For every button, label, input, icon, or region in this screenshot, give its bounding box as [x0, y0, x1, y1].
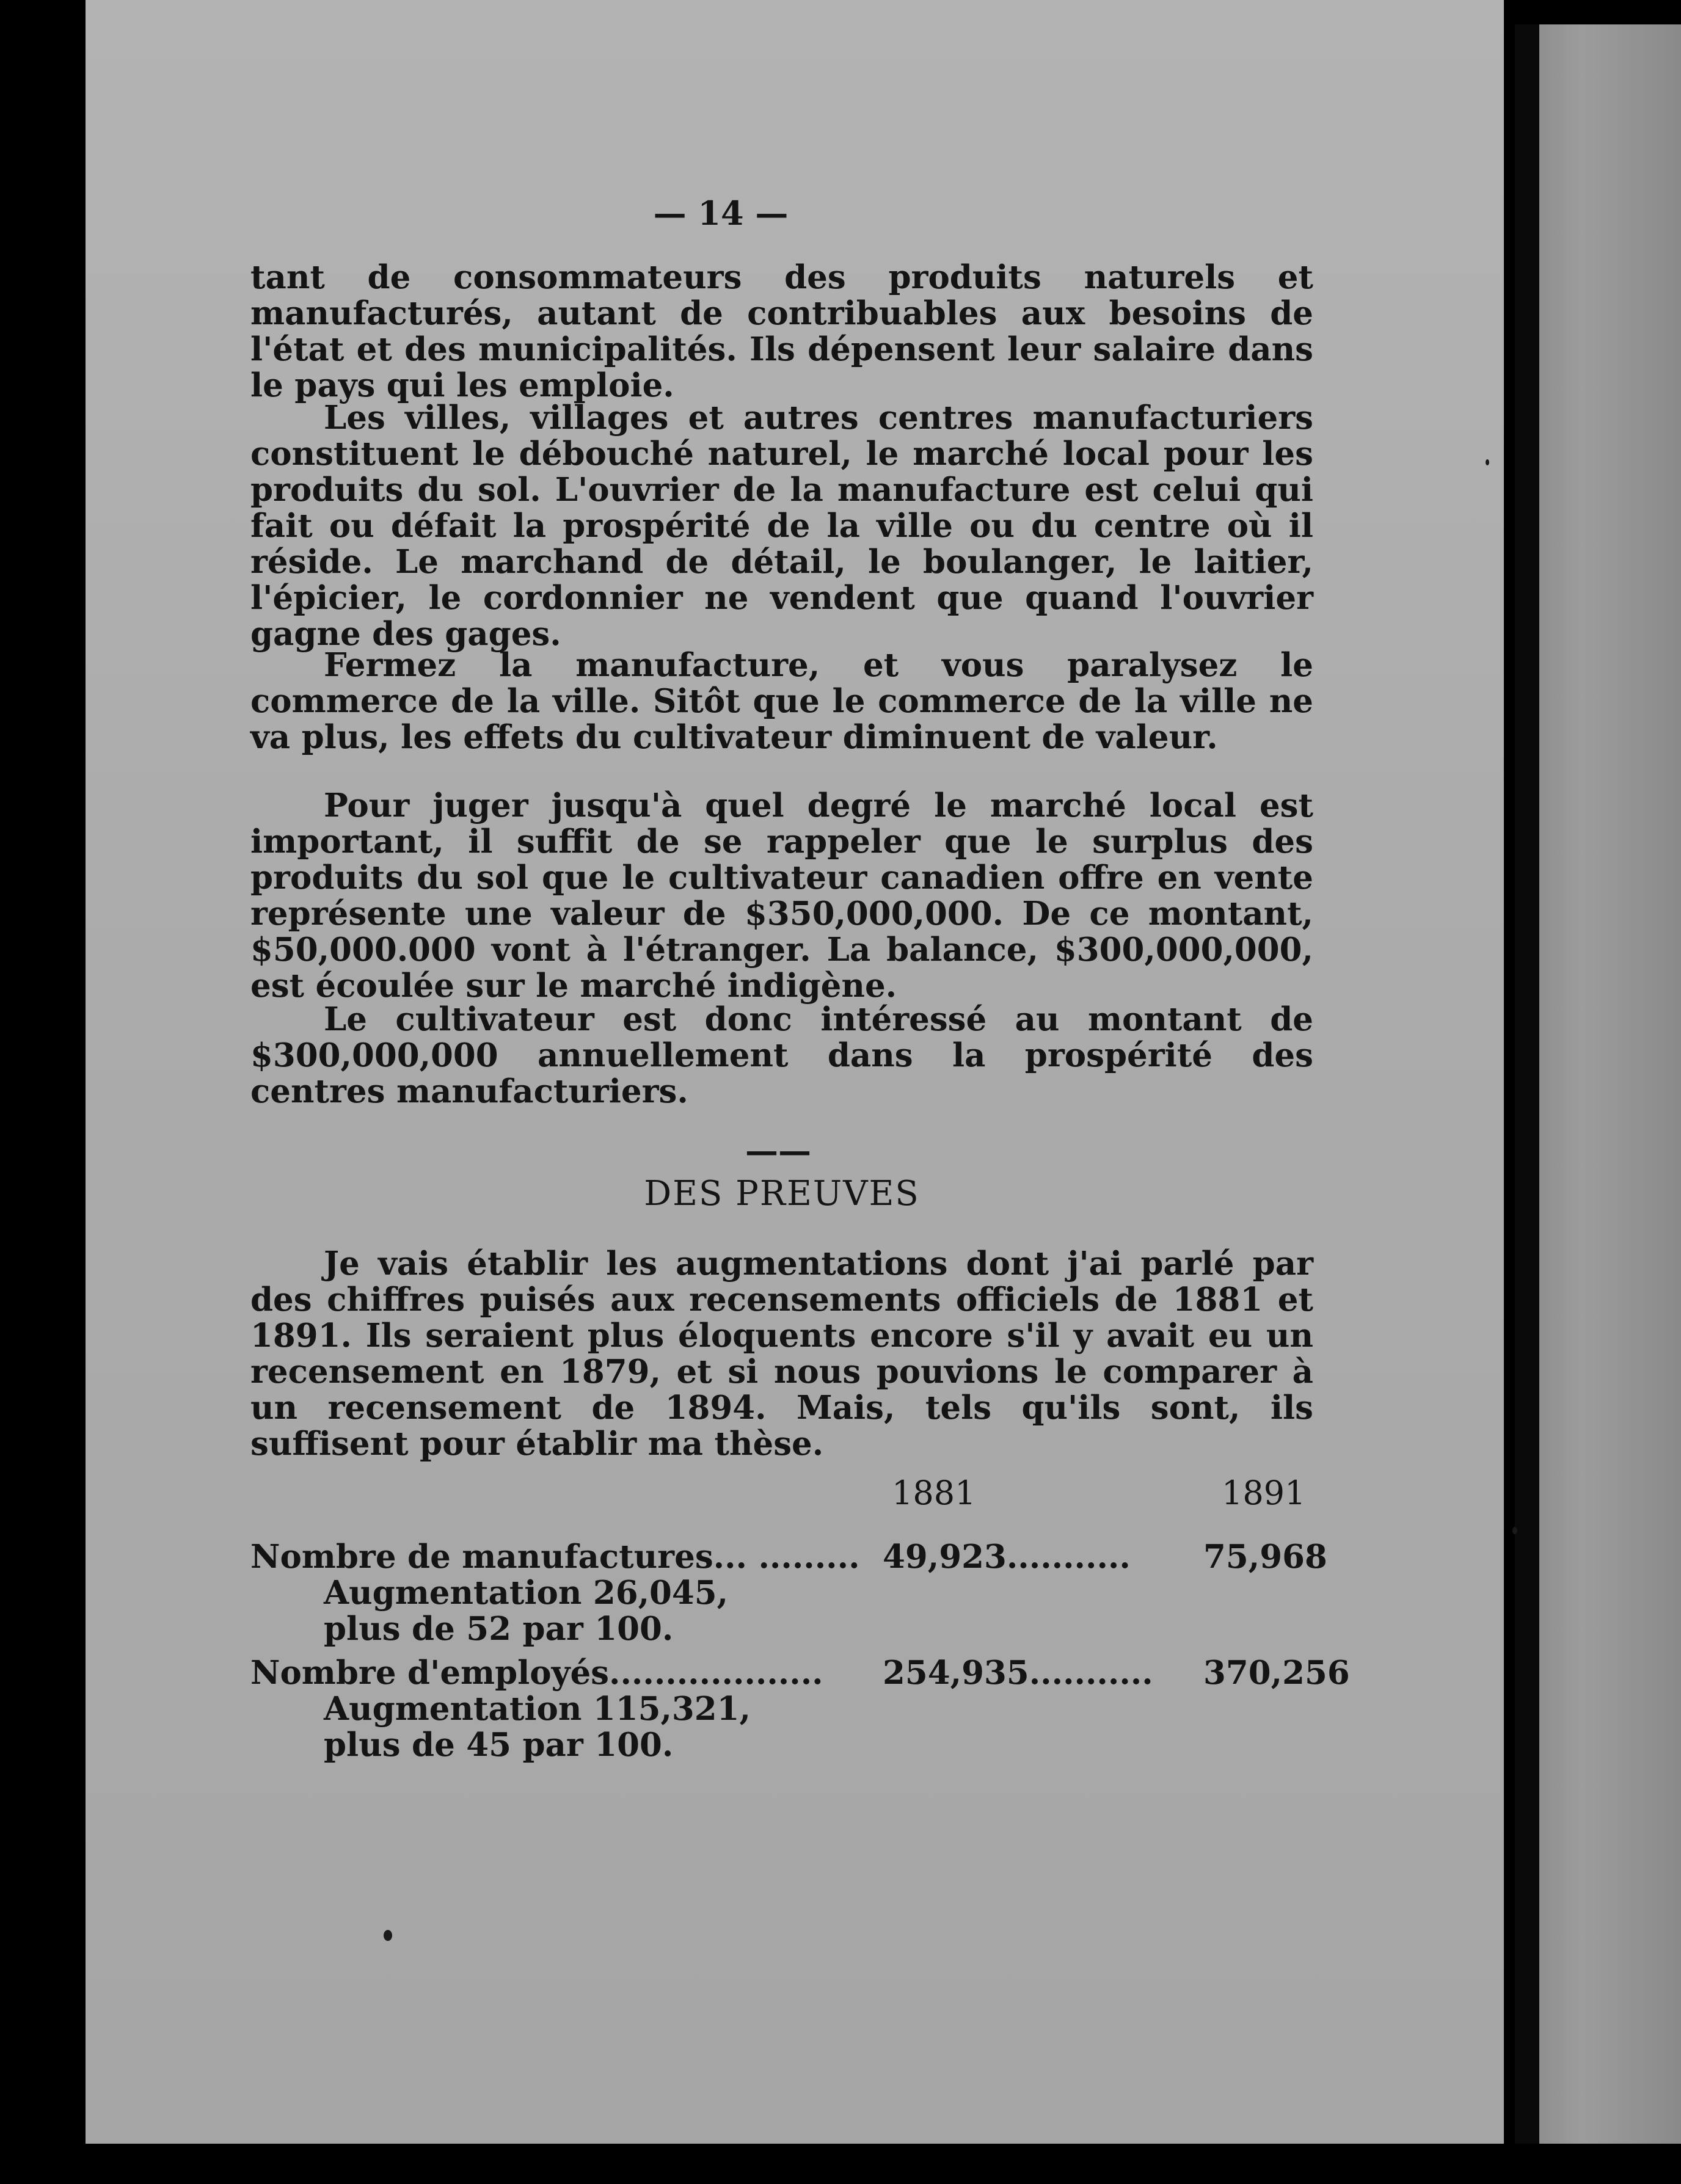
adjacent-page-edge [1539, 24, 1681, 2144]
page-number: — 14 — [653, 194, 789, 233]
row-value-1881: 254,935........... [883, 1654, 1153, 1692]
paragraph-4-text: Pour juger jusqu'à quel degré le marché local est important, il suffit de se rappeler que le surplus des produits du sol que le cultivateur canadien offre en vente représente une valeur de $350,000,000. De ce montant, $50,000.000 vont à l'étranger. La balance, $300,000,000, est écoulée sur le marché indigène. [250, 787, 1313, 1005]
column-header-1881: 1881 [892, 1474, 976, 1512]
row-value-1881: 49,923........... [883, 1538, 1131, 1576]
row-note: Augmentation 26,045, plus de 52 par 100. [324, 1574, 729, 1648]
paragraph-1: tant de consommateurs des produits naturels et manufacturés, autant de contribuables aux besoins de l'état et des municipalités. Ils dépensent leur salaire dans le pays qui les emploie. [250, 258, 1313, 404]
ink-speck [1486, 459, 1489, 465]
table-header [250, 1475, 1313, 1518]
row-value-1891: 75,968 [1203, 1538, 1327, 1576]
paragraph-4 [250, 788, 1313, 1004]
row-label: Nombre d'employés................... [250, 1654, 823, 1692]
ink-speck [1512, 1527, 1517, 1534]
row-label: Nombre de manufactures... ......... [250, 1538, 860, 1576]
row-value-1891: 370,256 [1203, 1654, 1350, 1692]
paragraph-5-text: Le cultivateur est donc intéressé au montant de $300,000,000 annuellement dans la prospérité des centres manufacturiers. [250, 1000, 1313, 1110]
section-title: DES PREUVES [644, 1174, 920, 1214]
section-separator: —— [745, 1131, 811, 1170]
section-paragraph-text: Je vais établir les augmentations dont j'ai parlé par des chiffres puisés aux recensements officiels de 1881 et 1891. Ils seraient plus éloquents encore s'il y avait eu un recensement en 1879, et si nous pouvions le comparer à un recensement de 1894. Mais, tels qu'ils sont, ils suffisent pour établir ma thèse. [250, 1245, 1313, 1463]
column-header-1891: 1891 [1222, 1474, 1306, 1512]
paragraph-2 [250, 400, 1313, 652]
page-gutter-shadow [1515, 24, 1539, 2144]
paragraph-2-text: Les villes, villages et autres centres manufacturiers constituent le débouché naturel, le marché local pour les produits du sol. L'ouvrier de la manufacture est celui qui fait ou défait la prospérité de la ville ou du centre où il réside. Le marchand de détail, le boulanger, le laitier, l'épicier, le cordonnier ne vendent que quand l'ouvrier gagne des gages. [250, 399, 1313, 653]
paragraph-3-text: Fermez la manufacture, et vous paralysez le commerce de la ville. Sitôt que le commerce de la ville ne va plus, les effets du cultivateur diminuent de valeur. [250, 646, 1313, 756]
ink-speck [384, 1930, 392, 1941]
section-paragraph [250, 1246, 1313, 1462]
paragraph-5 [250, 1002, 1313, 1110]
row-note: Augmentation 115,321, plus de 45 par 100. [324, 1690, 751, 1764]
table-row [250, 1654, 1350, 1771]
paragraph-3 [250, 647, 1313, 755]
table-row [250, 1538, 1327, 1655]
